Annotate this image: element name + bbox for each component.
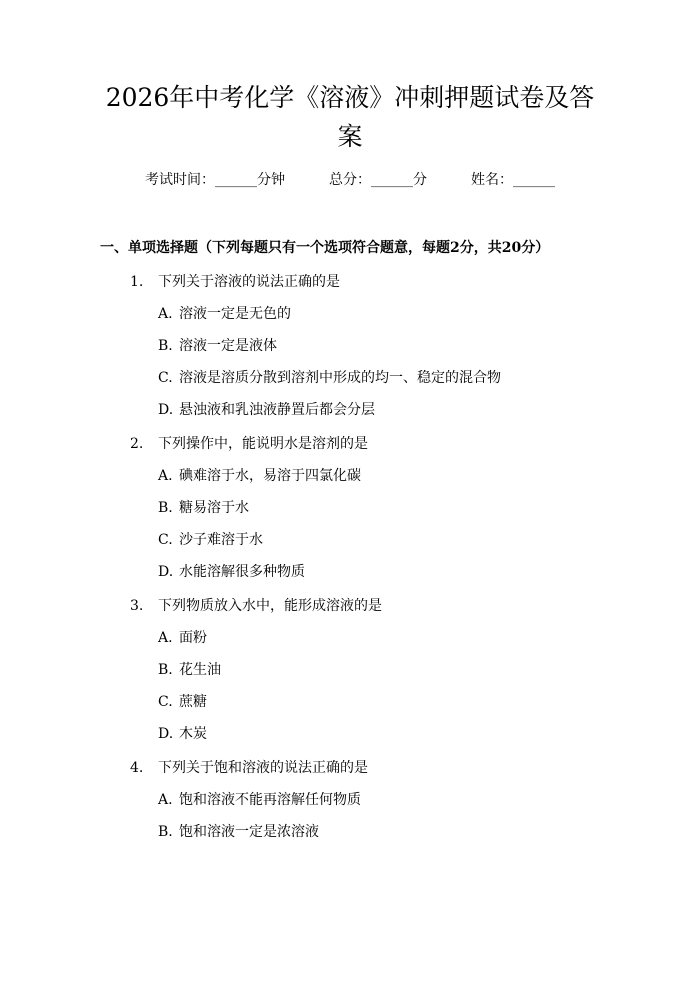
option-3c <box>158 692 600 712</box>
option-letter: B. <box>158 824 173 840</box>
option-letter: A. <box>158 468 173 484</box>
option-letter: C. <box>158 694 173 710</box>
total-score-field: 总分：______分 <box>329 172 427 188</box>
option-letter: C. <box>158 370 173 386</box>
question-3 <box>130 596 600 616</box>
option-letter: A. <box>158 630 173 646</box>
option-letter: A. <box>158 306 173 322</box>
option-letter: A. <box>158 792 173 808</box>
option-2a <box>158 466 600 486</box>
option-text: 碘难溶于水，易溶于四氯化碳 <box>179 468 361 484</box>
option-4a <box>158 790 600 810</box>
option-letter: B. <box>158 338 173 354</box>
question-1 <box>130 272 600 292</box>
option-text: 溶液是溶质分散到溶剂中形成的均一、稳定的混合物 <box>179 370 501 386</box>
name-field: 姓名：______ <box>471 172 555 188</box>
exam-meta <box>100 170 600 190</box>
option-text: 溶液一定是液体 <box>179 338 277 354</box>
question-2 <box>130 434 600 454</box>
option-2c <box>158 530 600 550</box>
option-letter: D. <box>158 726 174 742</box>
option-letter: B. <box>158 500 173 516</box>
option-text: 花生油 <box>179 662 221 678</box>
option-letter: D. <box>158 402 174 418</box>
exam-time-field: 考试时间：______分钟 <box>145 172 285 188</box>
option-3d <box>158 724 600 744</box>
option-1d <box>158 400 600 420</box>
exam-page <box>0 78 700 983</box>
question-text: 下列关于溶液的说法正确的是 <box>158 274 340 290</box>
option-text: 饱和溶液一定是浓溶液 <box>179 824 319 840</box>
question-number: 1. <box>130 274 144 290</box>
question-4 <box>130 758 600 778</box>
question-text: 下列操作中，能说明水是溶剂的是 <box>158 436 368 452</box>
section-heading: 一、单项选择题（下列每题只有一个选项符合题意，每题2分，共20分） <box>100 240 550 256</box>
question-text: 下列物质放入水中，能形成溶液的是 <box>158 598 382 614</box>
option-text: 糖易溶于水 <box>179 500 249 516</box>
option-2d <box>158 562 600 582</box>
option-text: 溶液一定是无色的 <box>179 306 291 322</box>
option-text: 沙子难溶于水 <box>179 532 263 548</box>
option-letter: C. <box>158 532 173 548</box>
option-3b <box>158 660 600 680</box>
option-text: 水能溶解很多种物质 <box>179 564 305 580</box>
question-4-options <box>100 790 600 842</box>
question-number: 3. <box>130 598 144 614</box>
option-1c <box>158 368 600 388</box>
option-4b <box>158 822 600 842</box>
option-text: 木炭 <box>179 726 207 742</box>
option-letter: B. <box>158 662 173 678</box>
option-3a <box>158 628 600 648</box>
option-text: 蔗糖 <box>179 694 207 710</box>
option-text: 悬浊液和乳浊液静置后都会分层 <box>179 402 375 418</box>
option-1a <box>158 304 600 324</box>
question-number: 4. <box>130 760 144 776</box>
option-text: 饱和溶液不能再溶解任何物质 <box>179 792 361 808</box>
option-text: 面粉 <box>179 630 207 646</box>
option-1b <box>158 336 600 356</box>
page-title: 2026年中考化学《溶液》冲刺押题试卷及答案 <box>105 83 595 151</box>
question-number: 2. <box>130 436 144 452</box>
question-text: 下列关于饱和溶液的说法正确的是 <box>158 760 368 776</box>
option-2b <box>158 498 600 518</box>
question-2-options <box>100 466 600 582</box>
option-letter: D. <box>158 564 174 580</box>
question-1-options <box>100 304 600 420</box>
question-3-options <box>100 628 600 744</box>
